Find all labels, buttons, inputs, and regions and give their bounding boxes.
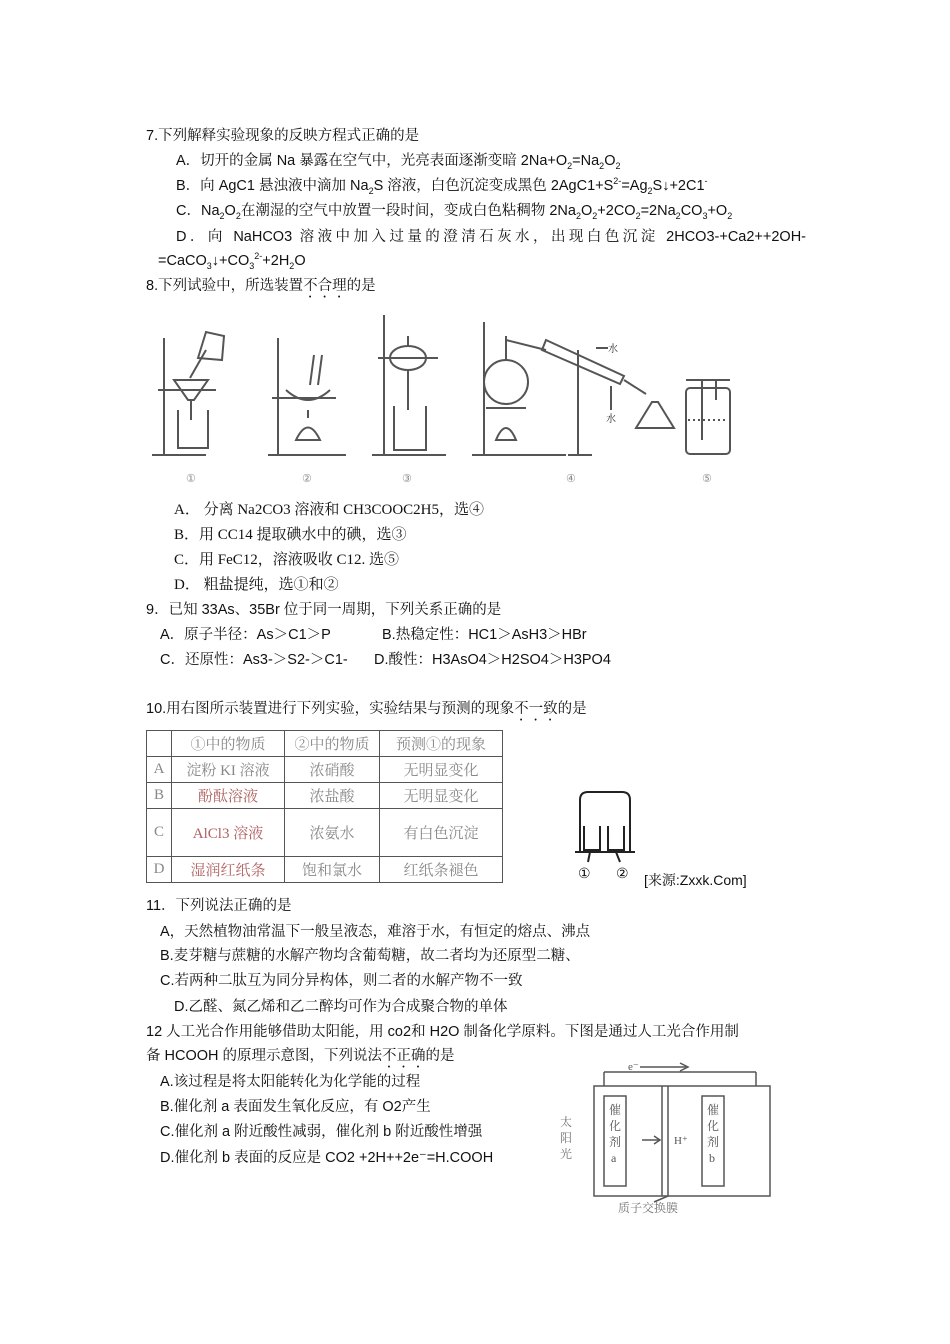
table-cell: D [147, 857, 172, 883]
q12-option-a: A.该过程是将太阳能转化为化学能的过程 [160, 1074, 421, 1090]
table-cell: 酚酞溶液 [172, 783, 285, 809]
evaporation-apparatus-icon [268, 338, 346, 455]
proton-label: H⁺ [674, 1135, 688, 1147]
table-cell: C [147, 809, 172, 857]
table-cell: 湿润红纸条 [172, 857, 285, 883]
membrane-label: 质子交换膜 [618, 1201, 679, 1215]
table-header-cell: 预测①的现象 [380, 731, 503, 757]
table-row [147, 809, 503, 857]
table-row [147, 783, 503, 809]
q8-option-d: D． 粗盐提纯，选①和② [174, 577, 339, 593]
q9-option-c: C．还原性：As3-＞S2-＞C1- [160, 652, 348, 668]
source-watermark: [来源:Zxxk.Com] [644, 872, 747, 888]
electron-label: e⁻ [628, 1061, 639, 1073]
q11-stem: 11．下列说法正确的是 [146, 898, 292, 914]
q9-option-b: B.热稳定性：HC1＞AsH3＞HBr [382, 627, 587, 643]
table-cell: 无明显变化 [380, 783, 503, 809]
apparatus-label-1: ① [186, 473, 196, 485]
table-cell: 无明显变化 [380, 757, 503, 783]
q8-option-a: A． 分离 Na2CO3 溶液和 CH3COOC2H5，选④ [174, 502, 485, 518]
q11-option-c: C.若两种二肽互为同分异构体，则二者的水解产物不一致 [160, 973, 523, 989]
table-row [147, 857, 503, 883]
q7-option-a: A．切开的金属 Na 暴露在空气中，光亮表面逐渐变暗 $2Na+O_2=Na_2O_2$ [176, 153, 621, 171]
q9-option-d: D.酸性：H3AsO4＞H2SO4＞H3PO4 [374, 652, 611, 668]
q9-stem: 9．已知 33As、35Br 位于同一周期，下列关系正确的是 [146, 602, 502, 618]
q11-option-b: B.麦芽糖与蔗糖的水解产物均含葡萄糖，故二者均为还原型二糖、 [160, 948, 580, 964]
apparatus-label-3: ③ [402, 473, 412, 485]
table-cell: 淀粉 KI 溶液 [172, 757, 285, 783]
q12-option-b: B.催化剂 a 表面发生氧化反应，有 O2产生 [160, 1099, 431, 1115]
q11-option-a: A，天然植物油常温下一般呈液态，难溶于水，有恒定的熔点、沸点 [160, 924, 591, 940]
distillation-apparatus-icon [472, 322, 674, 455]
water-out-label: 水 [608, 344, 618, 355]
q8-option-b: B．用 CC14 提取碘水中的碘，选③ [174, 527, 407, 543]
table-cell: B [147, 783, 172, 809]
apparatus-label-2: ② [302, 473, 312, 485]
table-cell: 浓盐酸 [285, 783, 380, 809]
q10-stem: 10.用右图所示装置进行下列实验，实验结果与预测的现象不一致的是 [146, 701, 587, 717]
table-header-cell: ②中的物质 [285, 731, 380, 757]
table-header-cell: ①中的物质 [172, 731, 285, 757]
beaker-label-2: ② [616, 867, 629, 881]
q7-option-c: C．$Na_2O_2$在潮湿的空气中放置一段时间，变成白色粘稠物 $2Na_2O_2+2CO_2=2Na_2CO_3+O_2$ [176, 203, 733, 221]
q7-option-b: B．向 AgC1 悬浊液中滴加 $Na_2S$ 溶液，白色沉淀变成黑色 $2AgC1+S^{2-}=Ag_2S↓+2C1^-$ [176, 176, 708, 196]
table-cell: 浓硝酸 [285, 757, 380, 783]
q8-apparatus-figure [146, 310, 746, 490]
table-cell: 浓氨水 [285, 809, 380, 857]
q8-option-c: C．用 FeC12，溶液吸收 C12. 选⑤ [174, 552, 400, 568]
table-row [147, 757, 503, 783]
table-cell: 饱和氯水 [285, 857, 380, 883]
q11-option-d: D.乙醛、氮乙烯和乙二醉均可作为合成聚合物的单体 [174, 999, 508, 1015]
q12-stem-line1: 12 人工光合作用能够借助太阳能，用 co2和 H2O 制备化学原料。下图是通过人工光合作用制 [146, 1024, 739, 1040]
table-header-row [147, 731, 503, 757]
q8-stem: 8.下列试验中，所选装置不合理的是 [146, 278, 376, 294]
q10-beaker-figure [570, 786, 640, 881]
q12-option-d: D.催化剂 b 表面的反应是 CO2 +2H++2e⁻=H.COOH [160, 1150, 494, 1166]
water-in-label: 水 [606, 414, 616, 425]
q12-photosynthesis-figure [556, 1056, 776, 1216]
q7-stem: 7.下列解释实验现象的反映方程式正确的是 [146, 128, 420, 144]
gas-washing-bottle-icon [686, 380, 730, 454]
table-header-cell [147, 731, 172, 757]
table-cell: 红纸条褪色 [380, 857, 503, 883]
table-cell: AlCl3 溶液 [172, 809, 285, 857]
table-cell: 有白色沉淀 [380, 809, 503, 857]
separatory-funnel-apparatus-icon [372, 315, 446, 455]
q12-option-c: C.催化剂 a 附近酸性减弱，催化剂 b 附近酸性增强 [160, 1124, 483, 1140]
beaker-label-1: ① [578, 867, 591, 881]
table-cell: A [147, 757, 172, 783]
q7-option-d-line2: $=CaCO_3↓+CO_3^{2-}+2H_2O$ [158, 251, 306, 271]
q12-stem-line2: 备 HCOOH 的原理示意图，下列说法不正确的是 [146, 1048, 455, 1064]
apparatus-label-5: ⑤ [702, 473, 712, 485]
filtration-apparatus-icon [152, 332, 224, 455]
q10-table [146, 730, 503, 883]
apparatus-label-4: ④ [566, 473, 576, 485]
sunlight-label: 太阳光 [560, 1115, 573, 1161]
q7-option-d-line1: D．向 NaHCO3 溶液中加入过量的澄清石灰水，出现白色沉淀 2HCO3-+Ca2++2OH- [176, 229, 806, 245]
catalyst-b-label: 催化剂 b [707, 1103, 720, 1165]
catalyst-a-label: 催化剂 a [609, 1103, 622, 1165]
q9-option-a: A．原子半径：As＞C1＞P [160, 627, 331, 643]
